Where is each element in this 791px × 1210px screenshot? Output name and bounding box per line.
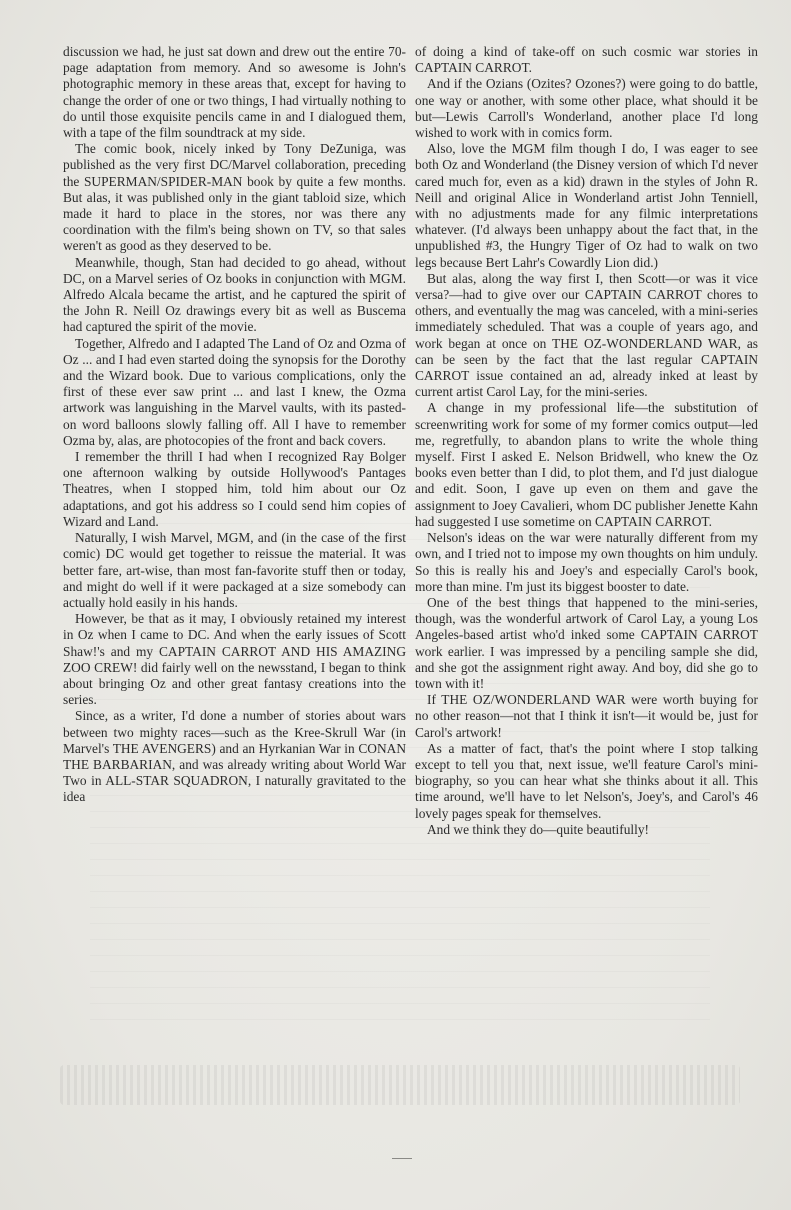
paragraph: Since, as a writer, I'd done a number of stories about wars between two mighty races—such as the Kree-Skrull War (in Marvel's THE AVENGERS) and an Hyrkanian War in CONAN THE BARBARIAN, and was already writing about World War Two in ALL-STAR SQUADRON, I naturally gravitated to the idea bbox=[63, 708, 406, 805]
reverse-side-show-through bbox=[60, 1065, 740, 1105]
article-column-right bbox=[415, 44, 758, 838]
paragraph: As a matter of fact, that's the point where I stop talking except to tell you that, next issue, we'll feature Carol's mini-biography, so you can hear what she thinks about it all. This time around, we'll have to let Nelson's, Joey's, and Carol's 46 lovely pages speak for themselves. bbox=[415, 740, 758, 821]
paragraph: of doing a kind of take-off on such cosmic war stories in CAPTAIN CARROT. bbox=[415, 44, 758, 76]
paragraph: Also, love the MGM film though I do, I was eager to see both Oz and Wonderland (the Disney version of which I'd never cared much for, even as a kid) drawn in the styles of John R. Neill and original Alice in Wonderland artist John Tenniell, with no adjustments made for any filmic interpretations whatever. (I'd always been unhappy about the fact that, in the unpublished #3, the Hungry Tiger of Oz had to walk on two legs because Bert Lahr's Cowardly Lion did.) bbox=[415, 141, 758, 270]
paragraph: However, be that as it may, I obviously retained my interest in Oz when I came to DC. And when the early issues of Scott Shaw!'s and my CAPTAIN CARROT AND HIS AMAZING ZOO CREW! did fairly well on the newsstand, I began to think about bringing Oz and other great fantasy creations into the series. bbox=[63, 611, 406, 708]
paragraph: But alas, along the way first I, then Scott—or was it vice versa?—had to give over our CAPTAIN CARROT chores to others, and eventually the mag was canceled, with a mini-series immediately scheduled. That was a couple of years ago, and work began at once on THE OZ-WONDERLAND WAR, as can be seen by the fact that the last regular CAPTAIN CARROT issue contained an ad, already inked at least by current artist Carol Lay, for the mini-series. bbox=[415, 270, 758, 400]
paragraph: If THE OZ/WONDERLAND WAR were worth buying for no other reason—not that I think it isn't—it would be, just for Carol's artwork! bbox=[415, 692, 758, 740]
paragraph: And if the Ozians (Ozites? Ozones?) were going to do battle, one way or another, with some other place, what should it be but—Lewis Carroll's Wonderland, another place I'd long wished to work with in comics form. bbox=[415, 76, 758, 141]
paragraph: A change in my professional life—the substitution of screenwriting work for some of my former comics output—led me, regretfully, to abandon plans to write the whole thing myself. First I asked E. Nelson Bridwell, who knew the Oz books even better than I did, to plot them, and I'd just dialogue and edit. Soon, I gave up even on them and gave the assignment to Joey Cavalieri, whom DC publisher Jenette Kahn had suggested I use sometime on CAPTAIN CARROT. bbox=[415, 400, 758, 529]
paragraph: And we think they do—quite beautifully! bbox=[427, 821, 650, 837]
paragraph: I remember the thrill I had when I recognized Ray Bolger one afternoon walking by outside Hollywood's Pantages Theatres, when I stopped him, told him about our Oz adaptations, and got his address so I could send him copies of Wizard and Land. bbox=[63, 449, 406, 529]
paragraph: discussion we had, he just sat down and drew out the entire 70-page adaptation from memory. And so awesome is John's photographic memory in these areas that, except for having to change the order of one or two things, I had virtually nothing to do until those exquisite pencils came in and I dialogued them, with a tape of the film soundtrack at my side. bbox=[63, 44, 406, 141]
paragraph: One of the best things that happened to the mini-series, though, was the wonderful artwork of Carol Lay, a young Los Angeles-based artist who'd inked some CAPTAIN CARROT work earlier. I was impressed by a penciling sample she did, and she got the assignment right away. And boy, did she go to town with it! bbox=[415, 594, 758, 691]
paragraph: Naturally, I wish Marvel, MGM, and (in the case of the first comic) DC would get together to reissue the material. It was better fare, art-wise, than most fan-favorite stuff then or today, and might do well if it were packaged at a size somebody can actually hold easily in his hands. bbox=[63, 530, 406, 610]
article-column-left bbox=[63, 44, 406, 806]
paragraph: Nelson's ideas on the war were naturally different from my own, and I tried not to impose my own thoughts on him unduly. So this is really his and Joey's and especially Carol's book, more than mine. I'm just its biggest booster to date. bbox=[415, 530, 758, 594]
page-footer-mark bbox=[392, 1158, 412, 1159]
paragraph: Together, Alfredo and I adapted The Land of Oz and Ozma of Oz ... and I had even started doing the synopsis for the Dorothy and the Wizard book. Due to various complications, only the first of these ever saw print ... and last I knew, the Ozma artwork was languishing in the Marvel vaults, with its pasted-on word balloons slowly falling off. All I have to remember Ozma by, alas, are photocopies of the front and back covers. bbox=[63, 335, 406, 448]
paragraph: Meanwhile, though, Stan had decided to go ahead, without DC, on a Marvel series of Oz books in conjunction with MGM. Alfredo Alcala became the artist, and he captured the spirit of the John R. Neill Oz drawings every bit as well as Buscema had captured the spirit of the movie. bbox=[63, 254, 406, 335]
paragraph: The comic book, nicely inked by Tony DeZuniga, was published as the very first DC/Marvel collaboration, preceding the SUPERMAN/SPIDER-MAN book by quite a few months. But alas, it was published only in the giant tabloid size, which made it hard to place in the stores, nor was there any coordination with the film's being shown on TV, so that sales weren't as good as they deserved to be. bbox=[63, 141, 406, 254]
